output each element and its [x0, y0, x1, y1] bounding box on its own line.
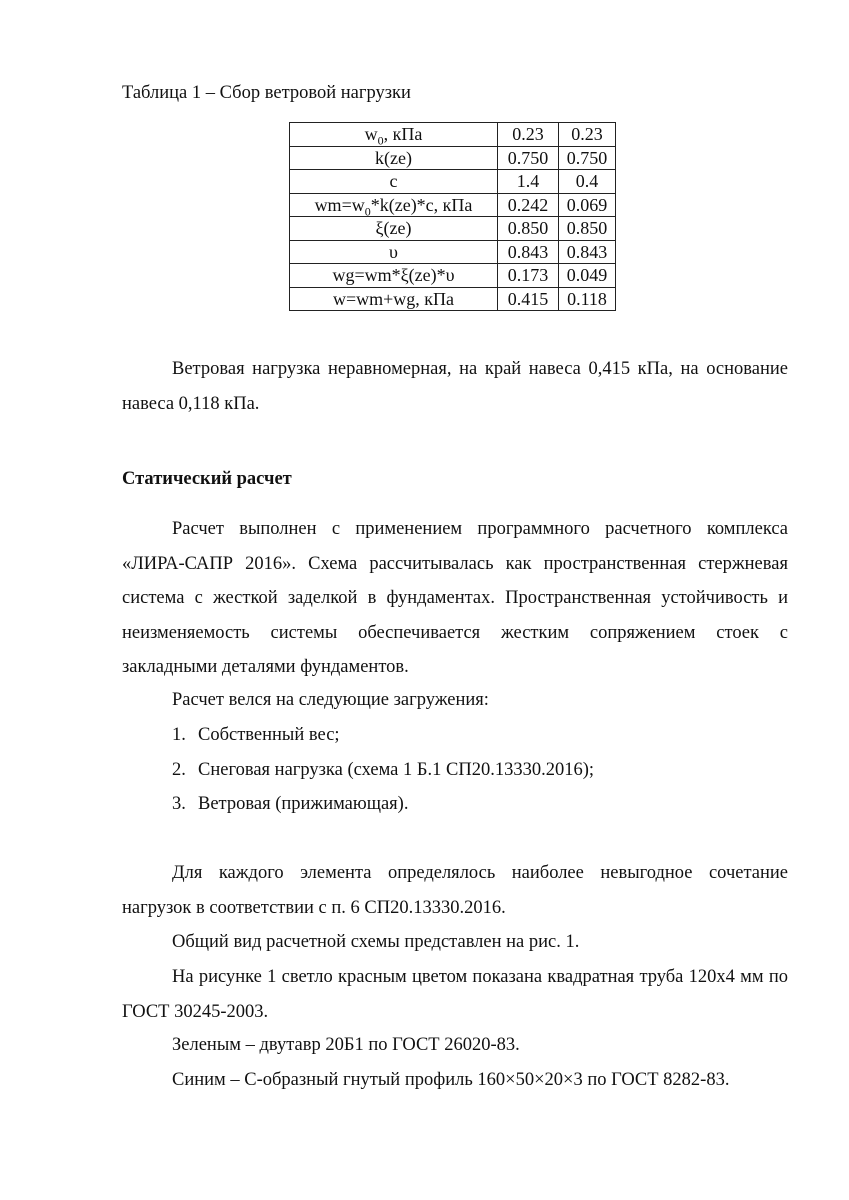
- table-cell-value: 0.173: [498, 264, 559, 288]
- table-cell-label: υ: [290, 240, 498, 264]
- table-cell-value: 0.750: [559, 146, 616, 170]
- figure-description-paragraph: На рисунке 1 светло красным цветом показана квадратная труба 120х4 мм по ГОСТ 30245-2003.: [122, 967, 788, 1022]
- table-cell-value: 0.242: [498, 193, 559, 217]
- table-cell-value: 0.23: [559, 123, 616, 147]
- list-number: 1.: [172, 725, 186, 745]
- general-view-line: Общий вид расчетной схемы представлен на рис. 1.: [172, 932, 580, 952]
- table-cell-label: ξ(ze): [290, 217, 498, 241]
- table-cell-value: 0.750: [498, 146, 559, 170]
- table-row: [290, 240, 616, 264]
- wind-load-paragraph: Ветровая нагрузка неравномерная, на край навеса 0,415 кПа, на основание навеса 0,118 кПа.: [122, 359, 788, 414]
- list-text: Снеговая нагрузка (схема 1 Б.1 СП20.13330.2016);: [198, 760, 595, 780]
- table-cell-value: 1.4: [498, 170, 559, 194]
- table-cell-label: w=wm+wg, кПа: [290, 287, 498, 311]
- table-cell-label: $w_0$, кПа: [290, 123, 498, 147]
- table-cell-label: wg=wm*ξ(ze)*υ: [290, 264, 498, 288]
- table-row: [290, 123, 616, 147]
- list-number: 3.: [172, 794, 186, 814]
- table-cell-value: 0.850: [559, 217, 616, 241]
- table-row: [290, 146, 616, 170]
- list-text: Ветровая (прижимающая).: [198, 794, 409, 814]
- table-cell-label: c: [290, 170, 498, 194]
- table-row: [290, 170, 616, 194]
- table-cell-value: 0.23: [498, 123, 559, 147]
- table-cell-value: 0.843: [498, 240, 559, 264]
- table-cell-value: 0.049: [559, 264, 616, 288]
- table-row: [290, 287, 616, 311]
- list-item: [172, 791, 408, 817]
- calc-paragraph: Расчет выполнен с применением программного расчетного комплекса «ЛИРА-САПР 2016». Схема рассчитывалась как пространственная стержневая система с жесткой заделкой в фундаментах. Пространственная устойчивость и неизменяемость системы обеспечивается жестким сопряжением стоек с закладными деталями фундаментов.: [122, 519, 788, 677]
- table-row: [290, 217, 616, 241]
- list-number: 2.: [172, 760, 186, 780]
- combination-paragraph: Для каждого элемента определялось наиболее невыгодное сочетание нагрузок в соответствии с п. 6 СП20.13330.2016.: [122, 863, 788, 918]
- table-caption: Таблица 1 – Сбор ветровой нагрузки: [122, 83, 411, 103]
- table-cell-label: $wm=w_0*k(ze)*c$, кПа: [290, 193, 498, 217]
- list-item: [172, 722, 340, 748]
- wind-load-table: [289, 122, 616, 311]
- table-cell-value: 0.415: [498, 287, 559, 311]
- table-cell-value: 0.069: [559, 193, 616, 217]
- section-heading-static: Статический расчет: [122, 469, 292, 489]
- green-element-line: Зеленым – двутавр 20Б1 по ГОСТ 26020-83.: [172, 1035, 520, 1055]
- blue-element-line: Синим – С-образный гнутый профиль 160×50×20×3 по ГОСТ 8282-83.: [172, 1070, 730, 1090]
- table-cell-value: 0.118: [559, 287, 616, 311]
- table-cell-label: k(ze): [290, 146, 498, 170]
- table-cell-value: 0.843: [559, 240, 616, 264]
- table-cell-value: 0.850: [498, 217, 559, 241]
- table-cell-value: 0.4: [559, 170, 616, 194]
- loads-intro: Расчет велся на следующие загружения:: [172, 690, 489, 710]
- table-row: [290, 193, 616, 217]
- list-text: Собственный вес;: [198, 725, 340, 745]
- list-item: [172, 757, 594, 783]
- table-row: [290, 264, 616, 288]
